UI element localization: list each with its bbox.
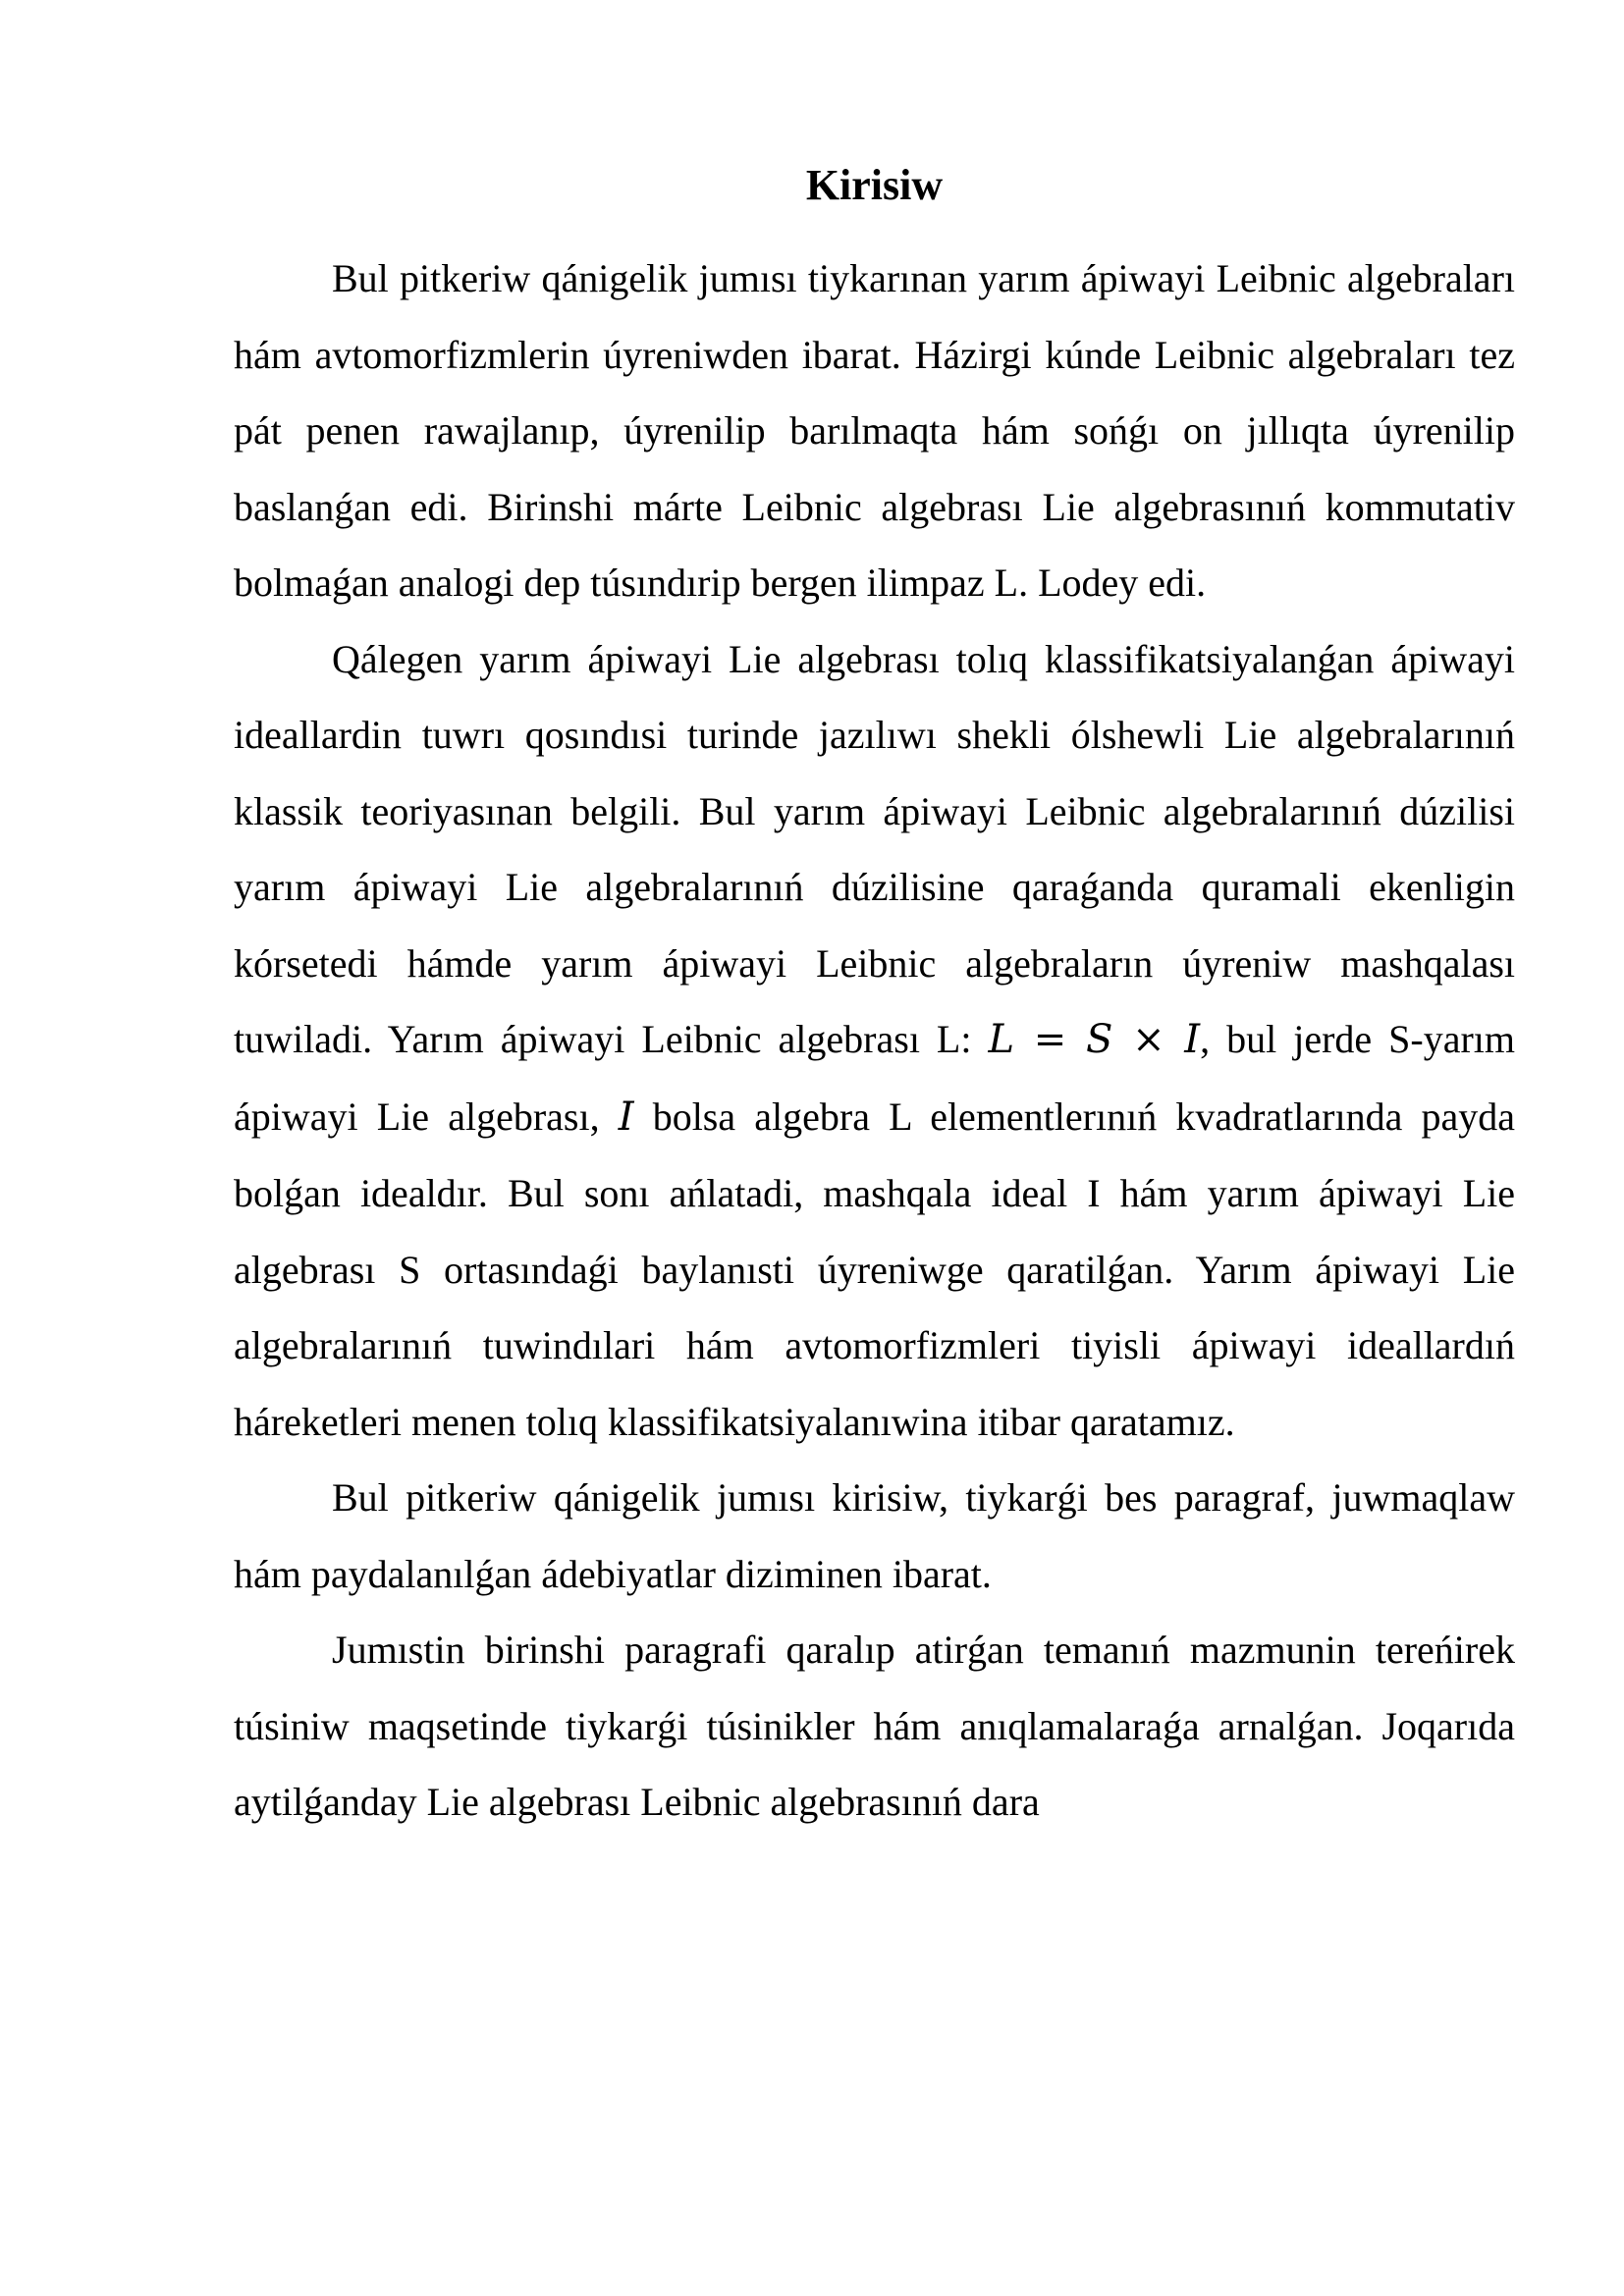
- symbol-i: I: [618, 1094, 634, 1140]
- formula-l-equals-s-times-i: L = S × I: [988, 1017, 1201, 1062]
- paragraph-2-text-middle: , bul jerde S-yarım ápiwayi Lie algebrası,: [234, 1017, 1516, 1139]
- page-title: Kirisiw: [805, 161, 944, 209]
- paragraph-1: Bul pitkeriw qánigelik jumısı tiykarınan yarım ápiwayi Leibnic algebraları hám avtomorfizmlerin úyreniwden ibarat. Házirgi kúnde Leibnic algebraları tez pát penen rawajlanıp, úyrenilip barılmaqta hám sońǵı on jıllıqta úyrenilip baslanǵan edi. Birinshi márte Leibnic algebrası Lie algebrasınıń kommutativ bolmaǵan analogi dep túsındırip bergen ilimpaz L. Lodey edi.: [234, 256, 1515, 605]
- paragraph-2-text-after: bolsa algebra L elementlerınıń kvadratlarında payda bolǵan idealdır. Bul sonı ańlatadi, mashqala ideal I hám yarım ápiwayi Lie algebrası S ortasındaǵi baylanısti úyreniwge qaratilǵan. Yarım ápiwayi Lie algebralarınıń tuwindılari hám avtomorfizmleri tiyisli ápiwayi ideallardıń háreketleri menen tolıq klassifikatsiyalanıwina itibar qaratamız.: [234, 1094, 1515, 1444]
- paragraph-4: Jumıstin birinshi paragrafi qaralıp atirǵan temanıń mazmunin tereńirek túsiniw maqsetinde tiykarǵi túsinikler hám anıqlamalaraǵa arnalǵan. Joqarıda aytilǵanday Lie algebrası Leibnic algebrasınıń dara: [234, 1628, 1515, 1824]
- paragraph-2: [234, 621, 1515, 1461]
- paragraph-2-text-before: Qálegen yarım ápiwayi Lie algebrası tolıq klassifikatsiyalanǵan ápiwayi ideallardin tuwrı qosındısi turinde jazılıwı shekli ólshewli Lie algebralarınıń klassik teoriyasınan belgili. Bul yarım ápiwayi Leibnic algebralarınıń dúzilisi yarım ápiwayi Lie algebralarınıń dúzilisine qaraǵanda quramali ekenligin kórsetedi hámde yarım ápiwayi Leibnic algebraların úyreniw mashqalası tuwiladi. Yarım ápiwayi Leibnic algebrası L:: [234, 636, 1515, 1061]
- page-content: [234, 152, 1515, 1841]
- paragraph-3: Bul pitkeriw qánigelik jumısı kirisiw, tiykarǵi bes paragraf, juwmaqlaw hám paydalanılǵan ádebiyatlar diziminen ibarat.: [234, 1475, 1515, 1596]
